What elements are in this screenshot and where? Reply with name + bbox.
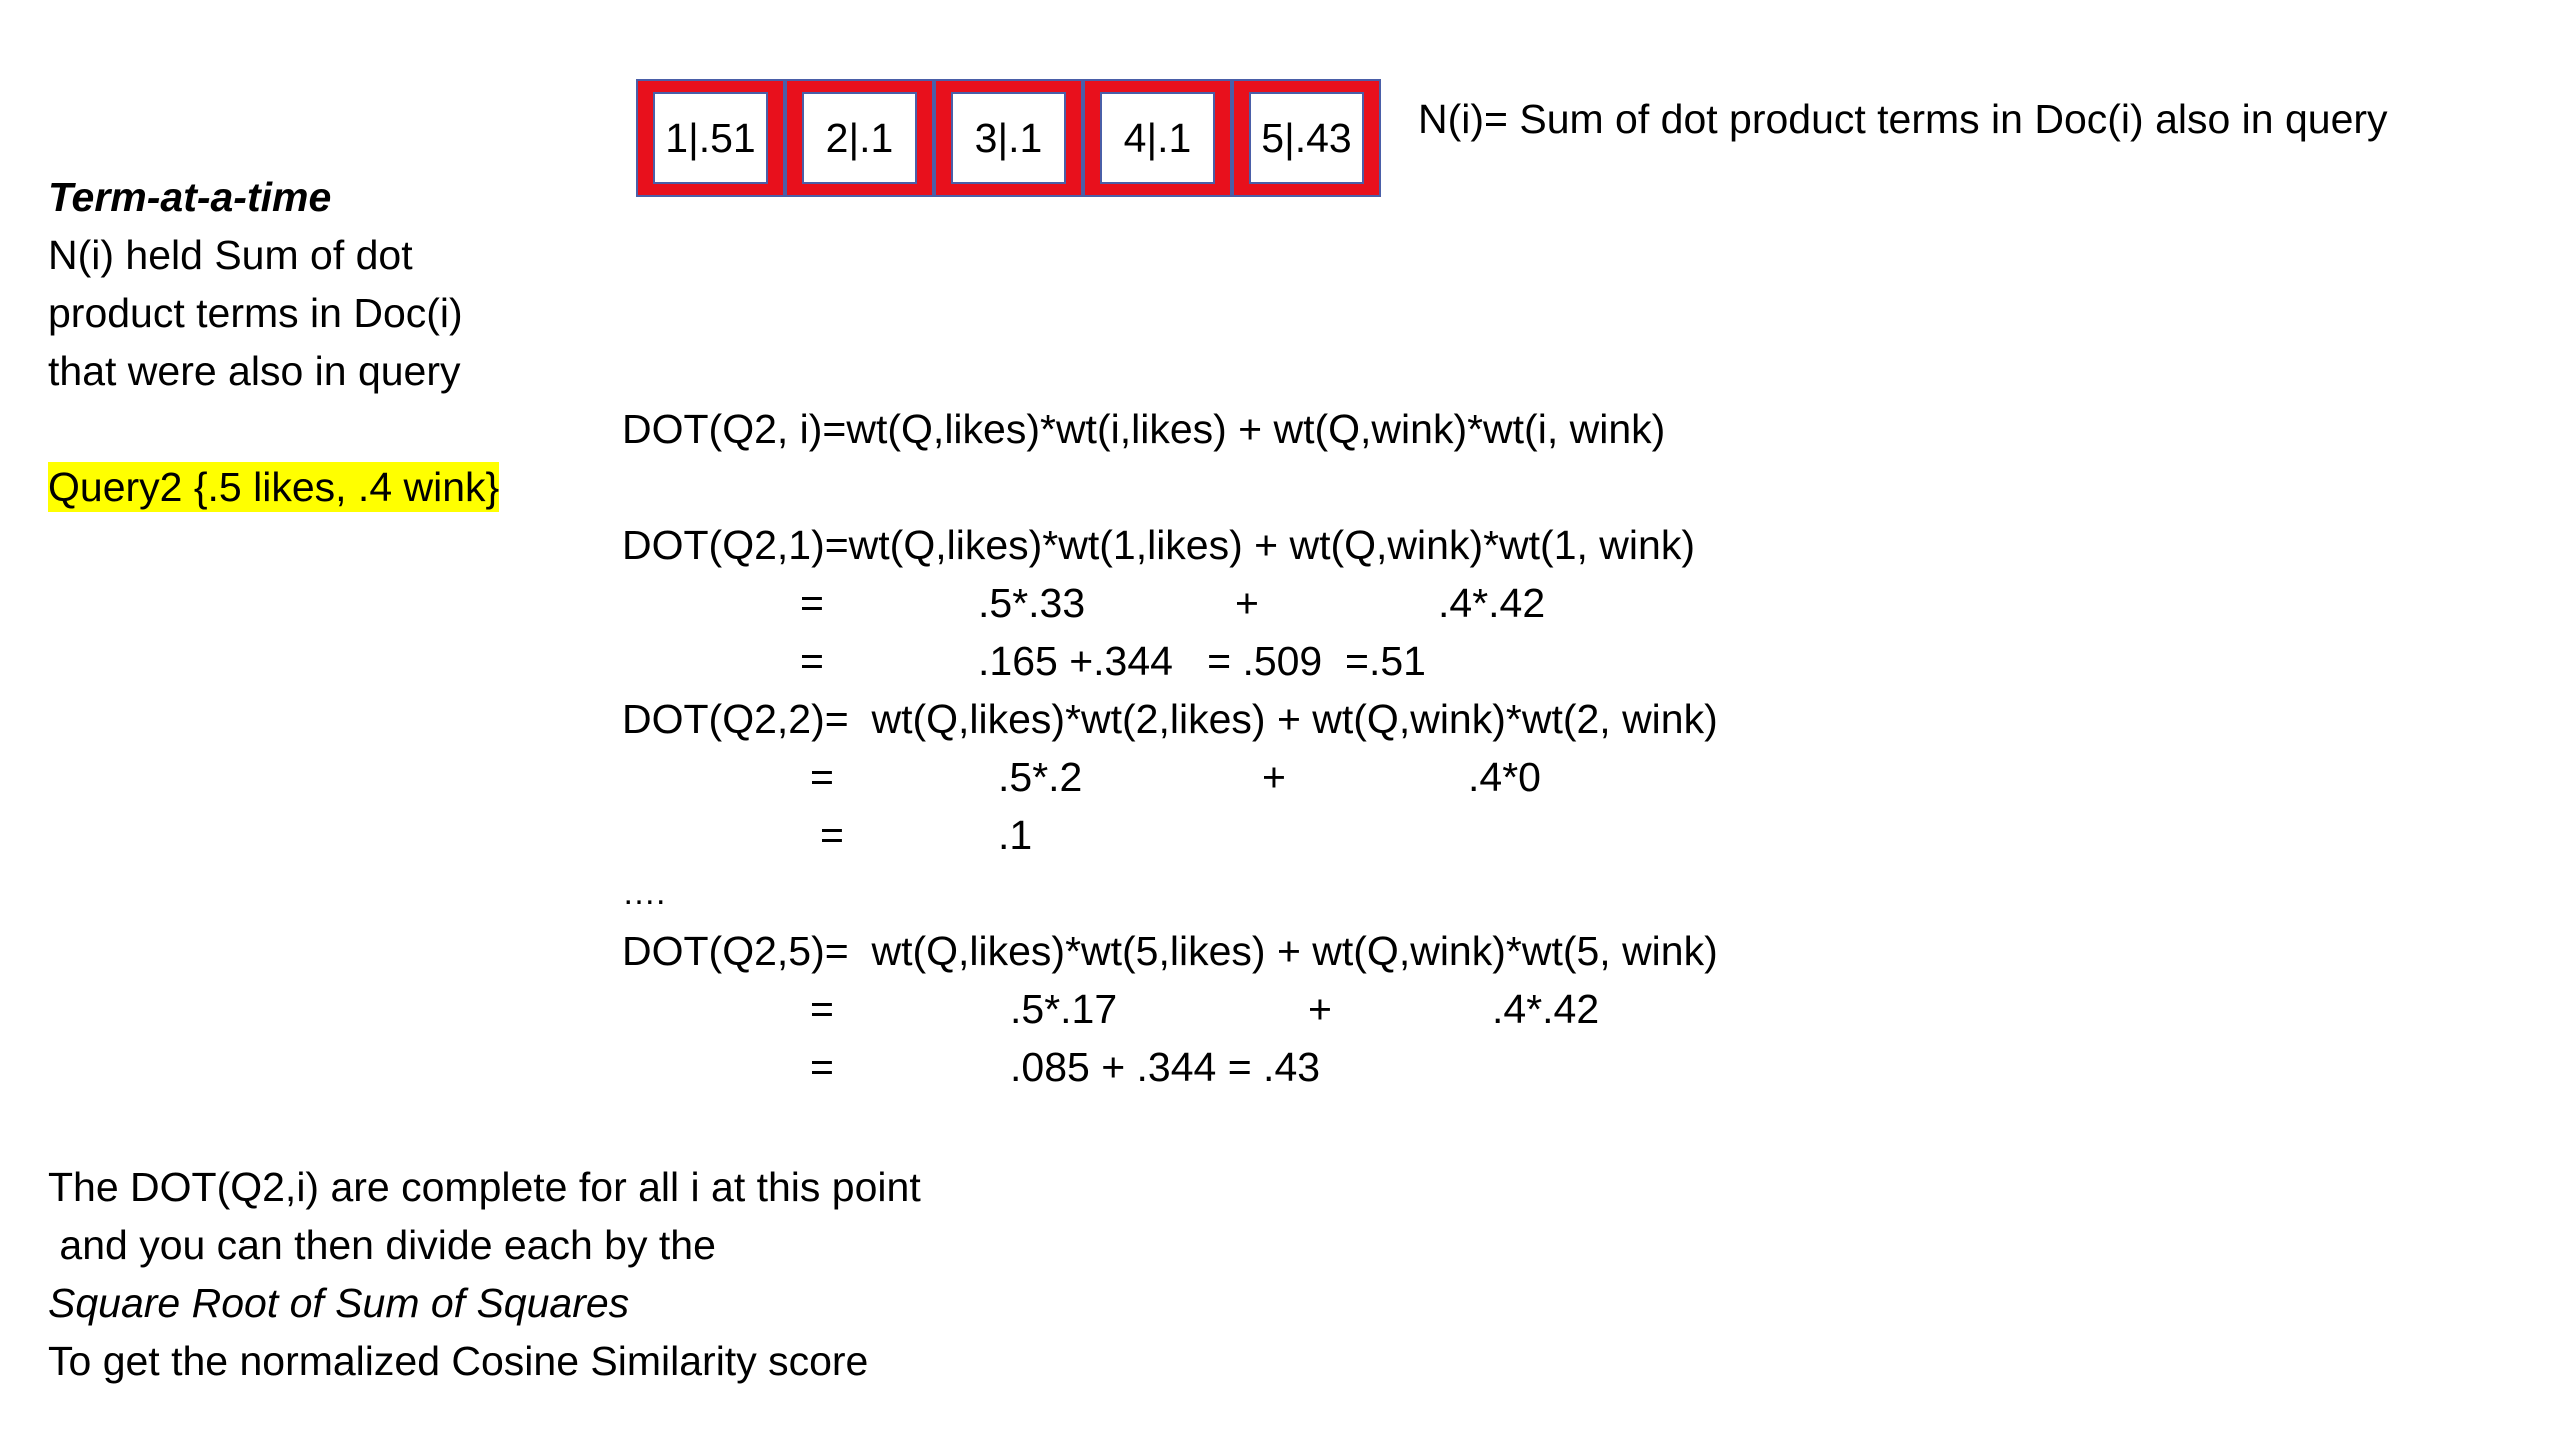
term-a: .5*.2 [998, 754, 1083, 800]
accumulator-value: 5|.43 [1249, 92, 1364, 184]
formula-general: DOT(Q2, i)=wt(Q,likes)*wt(i,likes) + wt(Q,wink)*wt(i, wink) [622, 406, 1666, 452]
sidebar-heading: Term-at-a-time [48, 174, 332, 220]
accumulator-cell [785, 79, 934, 197]
query-label [48, 458, 499, 516]
plus-sign: + [1262, 754, 1286, 800]
result: .165 +.344 = .509 =.51 [978, 638, 1426, 684]
formula-doc2: DOT(Q2,2)= wt(Q,likes)*wt(2,likes) + wt(Q,wink)*wt(2, wink) [622, 696, 1718, 742]
conclusion-line: The DOT(Q2,i) are complete for all i at this point [48, 1164, 921, 1210]
formula-doc5: DOT(Q2,5)= wt(Q,likes)*wt(5,likes) + wt(Q,wink)*wt(5, wink) [622, 928, 1718, 974]
accumulator-cell [1232, 79, 1381, 197]
plus-sign: + [1235, 580, 1259, 626]
sidebar-line: that were also in query [48, 348, 461, 394]
accumulator-cell [636, 79, 785, 197]
plus-sign: + [1308, 986, 1332, 1032]
term-a: .5*.17 [1010, 986, 1118, 1032]
equals-sign: = [800, 638, 824, 684]
result: .085 + .344 = .43 [1010, 1044, 1321, 1090]
accumulator-array [636, 79, 1381, 197]
equals-sign: = [810, 1044, 834, 1090]
equals-sign: = [810, 986, 834, 1032]
conclusion-line: To get the normalized Cosine Similarity score [48, 1338, 869, 1384]
equals-sign: = [800, 580, 824, 626]
equals-sign: = [810, 754, 834, 800]
term-b: .4*.42 [1492, 986, 1600, 1032]
accumulator-value: 3|.1 [951, 92, 1066, 184]
result: .1 [998, 812, 1033, 858]
sidebar-line: N(i) held Sum of dot [48, 232, 413, 278]
conclusion-emphasis: Square Root of Sum of Squares [48, 1280, 630, 1326]
accumulator-value: 1|.51 [653, 92, 768, 184]
sidebar-line: product terms in Doc(i) [48, 290, 463, 336]
term-b: .4*0 [1468, 754, 1541, 800]
accumulator-value: 4|.1 [1100, 92, 1215, 184]
equals-sign: = [820, 812, 844, 858]
conclusion-line: and you can then divide each by the [48, 1222, 716, 1268]
ellipsis: …. [622, 874, 666, 912]
formula-doc1: DOT(Q2,1)=wt(Q,likes)*wt(1,likes) + wt(Q,wink)*wt(1, wink) [622, 522, 1695, 568]
accumulator-cell [934, 79, 1083, 197]
query-highlight: Query2 {.5 likes, .4 wink} [48, 464, 500, 510]
term-a: .5*.33 [978, 580, 1086, 626]
accumulator-cell [1083, 79, 1232, 197]
term-b: .4*.42 [1438, 580, 1546, 626]
accumulator-value: 2|.1 [802, 92, 917, 184]
accumulator-note: N(i)= Sum of dot product terms in Doc(i) also in query [1418, 96, 2388, 142]
